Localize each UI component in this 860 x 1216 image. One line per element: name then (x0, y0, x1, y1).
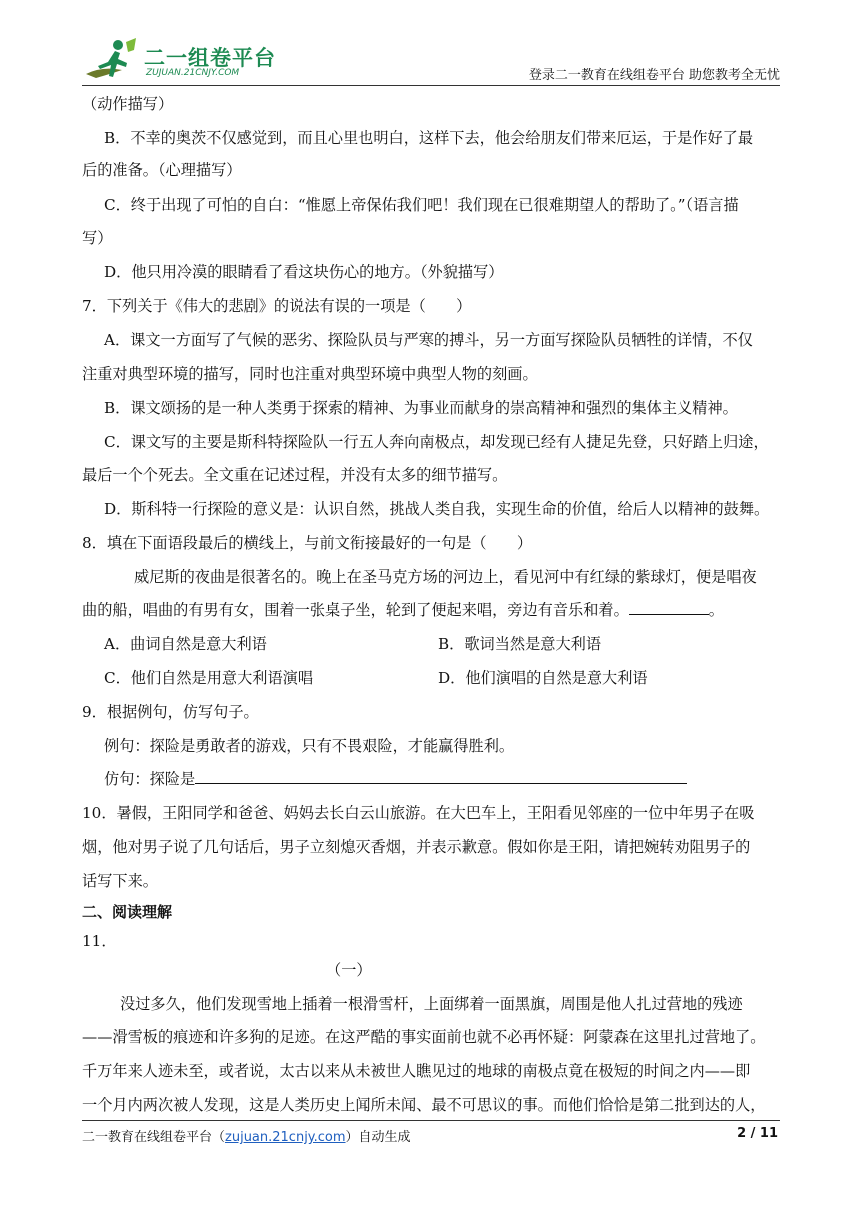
q6-option-c: C．终于出现了可怕的自白：“惟愿上帝保佑我们吧！我们现在已很难期望人的帮助了。”（语言描 (104, 196, 739, 214)
page-header (82, 34, 780, 86)
q8-passage-text: 曲的船，唱曲的有男有女，围着一张桌子坐，轮到了便起来唱，旁边有音乐和着。 (82, 601, 629, 619)
q8-passage-line1: 威尼斯的夜曲是很著名的。晚上在圣马克方场的河边上，看见河中有红绿的紫球灯，便是唱夜 (134, 568, 757, 586)
q11-number: 11． (82, 932, 117, 950)
q9-example: 例句：探险是勇敢者的游戏，只有不畏艰险，才能赢得胜利。 (104, 737, 515, 755)
q10-line1: 10．暑假，王阳同学和爸爸、妈妈去长白云山旅游。在大巴车上，王阳看见邻座的一位中年男子在吸 (82, 804, 755, 822)
q8-option-c: C．他们自然是用意大利语演唱 (104, 669, 314, 687)
q7-stem: 7．下列关于《伟大的悲剧》的说法有误的一项是（ ） (82, 297, 472, 315)
q7-option-c-cont: 最后一个个死去。全文重在记述过程，并没有太多的细节描写。 (82, 466, 508, 484)
q8-option-b: B．歌词当然是意大利语 (438, 635, 602, 653)
header-slogan: 登录二一教育在线组卷平台 助您教考全无忧 (528, 68, 780, 83)
q6-option-d: D．他只用冷漠的眼睛看了看这块伤心的地方。（外貌描写） (104, 263, 504, 281)
q7-option-c: C．课文写的主要是斯科特探险队一行五人奔向南极点，却发现已经有人捷足先登，只好踏上归途， (104, 433, 769, 451)
q8-passage-line2 (82, 600, 724, 620)
q6-option-a-tail: （动作描写） (82, 95, 174, 113)
passage-line3: 千万年来人迹未至，或者说，太古以来从未被世人瞧见过的地球的南极点竟在极短的时间之内——即 (82, 1062, 751, 1080)
passage-title: （一） (326, 961, 372, 979)
runner-logo-icon (82, 36, 142, 82)
q7-option-d: D．斯科特一行探险的意义是：认识自然，挑战人类自我，实现生命的价值，给后人以精神的鼓舞。 (104, 500, 770, 518)
footer-source (82, 1126, 411, 1145)
site-logo[interactable] (82, 36, 282, 82)
q6-option-c-cont: 写） (82, 229, 113, 247)
section-heading-reading: 二、阅读理解 (82, 903, 173, 921)
passage-line4: 一个月内两次被人发现，这是人类历史上闻所未闻、最不可思议的事。而他们恰恰是第二批到达的人， (82, 1096, 766, 1114)
q9-imitate-prefix: 仿句：探险是 (104, 770, 196, 788)
page-number: 2 / 11 (737, 1126, 778, 1141)
footer-divider (82, 1120, 780, 1121)
logo-url: ZUJUAN.21CNJY.COM (146, 68, 240, 78)
logo-title: 二一组卷平台 (144, 46, 276, 70)
q9-imitate-line (104, 769, 687, 789)
q8-stem: 8．填在下面语段最后的横线上，与前文衔接最好的一句是（ ） (82, 534, 533, 552)
passage-line1: 没过多久，他们发现雪地上插着一根滑雪杆，上面绑着一面黑旗，周围是他人扎过营地的残迹 (120, 995, 743, 1013)
footer-suffix: ）自动生成 (345, 1130, 411, 1145)
passage-line2: ——滑雪板的痕迹和许多狗的足迹。在这严酷的事实面前也就不必再怀疑：阿蒙森在这里扎过营地了。 (82, 1028, 766, 1046)
header-divider (82, 85, 780, 86)
q6-option-b: B．不幸的奥茨不仅感觉到，而且心里也明白，这样下去，他会给朋友们带来厄运，于是作好了最 (104, 129, 754, 147)
q7-option-a: A．课文一方面写了气候的恶劣、探险队员与严寒的搏斗，另一方面写探险队员牺牲的详情，不仅 (104, 331, 753, 349)
q9-stem: 9．根据例句，仿写句子。 (82, 703, 259, 721)
q7-option-b: B．课文颂扬的是一种人类勇于探索的精神、为事业而献身的崇高精神和强烈的集体主义精神。 (104, 399, 738, 417)
q8-option-d: D．他们演唱的自然是意大利语 (438, 669, 648, 687)
q9-answer-blank (195, 769, 687, 784)
q6-option-b-cont: 后的准备。（心理描写） (82, 161, 242, 179)
q8-passage-end: 。 (708, 601, 724, 619)
q7-option-a-cont: 注重对典型环境的描写，同时也注重对典型环境中典型人物的刻画。 (82, 365, 538, 383)
q8-answer-blank (629, 600, 709, 615)
q10-line2: 烟，他对男子说了几句话后，男子立刻熄灭香烟，并表示歉意。假如你是王阳，请把婉转劝阻男子的 (82, 838, 751, 856)
footer-prefix: 二一教育在线组卷平台（ (82, 1130, 226, 1145)
q8-option-a: A．曲词自然是意大利语 (104, 635, 267, 653)
footer-link[interactable]: zujuan.21cnjy.com (225, 1130, 346, 1145)
q10-line3: 话写下来。 (82, 872, 158, 890)
